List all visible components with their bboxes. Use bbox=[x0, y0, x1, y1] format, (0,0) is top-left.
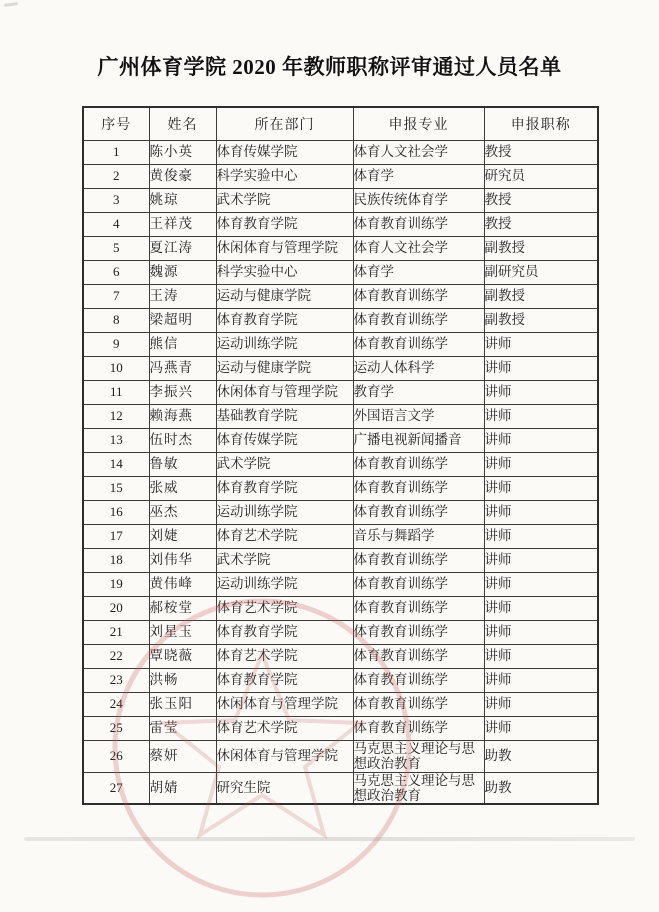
cell-name: 李振兴 bbox=[149, 380, 216, 404]
cell-name: 张玉阳 bbox=[149, 692, 216, 716]
cell-department: 体育艺术学院 bbox=[216, 716, 353, 740]
cell-specialty: 运动人体科学 bbox=[353, 356, 484, 380]
cell-name: 冯燕青 bbox=[149, 356, 216, 380]
cell-no: 26 bbox=[83, 740, 149, 772]
cell-department: 研究生院 bbox=[216, 772, 353, 804]
cell-specialty: 体育教育训练学 bbox=[353, 692, 484, 716]
cell-department: 休闲体育与管理学院 bbox=[216, 236, 353, 260]
cell-name: 鲁敏 bbox=[149, 452, 216, 476]
table-row bbox=[83, 772, 598, 804]
cell-title: 讲师 bbox=[484, 428, 598, 452]
table-row bbox=[83, 740, 598, 772]
cell-no: 3 bbox=[83, 188, 149, 212]
cell-specialty: 体育教育训练学 bbox=[353, 500, 484, 524]
cell-title: 副教授 bbox=[484, 284, 598, 308]
cell-title: 助教 bbox=[484, 740, 598, 772]
cell-no: 9 bbox=[83, 332, 149, 356]
table-row bbox=[83, 236, 598, 260]
cell-specialty: 马克思主义理论与思想政治教育 bbox=[353, 740, 484, 772]
cell-department: 休闲体育与管理学院 bbox=[216, 380, 353, 404]
cell-specialty: 体育人文社会学 bbox=[353, 140, 484, 164]
table-row bbox=[83, 500, 598, 524]
cell-specialty: 体育学 bbox=[353, 260, 484, 284]
cell-department: 体育传媒学院 bbox=[216, 428, 353, 452]
header-row bbox=[83, 107, 598, 140]
cell-department: 科学实验中心 bbox=[216, 260, 353, 284]
cell-no: 12 bbox=[83, 404, 149, 428]
cell-specialty: 体育教育训练学 bbox=[353, 212, 484, 236]
cell-no: 23 bbox=[83, 668, 149, 692]
cell-no: 18 bbox=[83, 548, 149, 572]
cell-title: 讲师 bbox=[484, 548, 598, 572]
cell-title: 教授 bbox=[484, 188, 598, 212]
cell-no: 20 bbox=[83, 596, 149, 620]
cell-department: 体育教育学院 bbox=[216, 668, 353, 692]
cell-no: 21 bbox=[83, 620, 149, 644]
cell-no: 22 bbox=[83, 644, 149, 668]
cell-specialty: 马克思主义理论与思想政治教育 bbox=[353, 772, 484, 804]
cell-title: 讲师 bbox=[484, 452, 598, 476]
cell-specialty: 体育教育训练学 bbox=[353, 668, 484, 692]
cell-no: 16 bbox=[83, 500, 149, 524]
cell-department: 武术学院 bbox=[216, 452, 353, 476]
cell-department: 休闲体育与管理学院 bbox=[216, 740, 353, 772]
table-row bbox=[83, 404, 598, 428]
table-container bbox=[82, 106, 599, 805]
cell-no: 7 bbox=[83, 284, 149, 308]
scan-edge-smudge bbox=[24, 837, 635, 841]
cell-title: 讲师 bbox=[484, 572, 598, 596]
cell-department: 体育艺术学院 bbox=[216, 644, 353, 668]
table-row bbox=[83, 308, 598, 332]
cell-specialty: 广播电视新闻播音 bbox=[353, 428, 484, 452]
table-row bbox=[83, 140, 598, 164]
table-row bbox=[83, 284, 598, 308]
table-row bbox=[83, 668, 598, 692]
cell-department: 运动训练学院 bbox=[216, 332, 353, 356]
cell-specialty: 体育学 bbox=[353, 164, 484, 188]
cell-no: 19 bbox=[83, 572, 149, 596]
cell-no: 15 bbox=[83, 476, 149, 500]
cell-name: 巫杰 bbox=[149, 500, 216, 524]
table-row bbox=[83, 548, 598, 572]
cell-specialty: 体育教育训练学 bbox=[353, 452, 484, 476]
cell-title: 讲师 bbox=[484, 332, 598, 356]
table-row bbox=[83, 476, 598, 500]
cell-title: 讲师 bbox=[484, 596, 598, 620]
cell-title: 讲师 bbox=[484, 380, 598, 404]
table-row bbox=[83, 332, 598, 356]
table-body bbox=[83, 140, 598, 804]
page-title: 广州体育学院 2020 年教师职称评审通过人员名单 bbox=[97, 55, 562, 79]
cell-department: 武术学院 bbox=[216, 188, 353, 212]
cell-no: 11 bbox=[83, 380, 149, 404]
cell-title: 讲师 bbox=[484, 476, 598, 500]
table-row bbox=[83, 428, 598, 452]
cell-no: 10 bbox=[83, 356, 149, 380]
cell-title: 讲师 bbox=[484, 644, 598, 668]
cell-name: 黄俊豪 bbox=[149, 164, 216, 188]
table-header bbox=[83, 107, 598, 140]
cell-title: 副研究员 bbox=[484, 260, 598, 284]
table-row bbox=[83, 692, 598, 716]
cell-department: 武术学院 bbox=[216, 548, 353, 572]
cell-no: 4 bbox=[83, 212, 149, 236]
table-row bbox=[83, 380, 598, 404]
column-header: 所在部门 bbox=[216, 107, 353, 140]
cell-specialty: 外国语言文学 bbox=[353, 404, 484, 428]
table-row bbox=[83, 572, 598, 596]
cell-name: 梁超明 bbox=[149, 308, 216, 332]
cell-name: 刘婕 bbox=[149, 524, 216, 548]
personnel-table bbox=[82, 106, 599, 805]
cell-name: 姚琼 bbox=[149, 188, 216, 212]
cell-no: 24 bbox=[83, 692, 149, 716]
cell-name: 蔡妍 bbox=[149, 740, 216, 772]
cell-name: 覃晓薇 bbox=[149, 644, 216, 668]
table-row bbox=[83, 524, 598, 548]
cell-specialty: 体育教育训练学 bbox=[353, 284, 484, 308]
cell-specialty: 民族传统体育学 bbox=[353, 188, 484, 212]
column-header: 申报职称 bbox=[484, 107, 598, 140]
cell-title: 副教授 bbox=[484, 308, 598, 332]
cell-no: 2 bbox=[83, 164, 149, 188]
cell-title: 研究员 bbox=[484, 164, 598, 188]
cell-title: 副教授 bbox=[484, 236, 598, 260]
cell-name: 王祥茂 bbox=[149, 212, 216, 236]
cell-title: 讲师 bbox=[484, 620, 598, 644]
cell-title: 讲师 bbox=[484, 668, 598, 692]
cell-name: 陈小英 bbox=[149, 140, 216, 164]
cell-name: 雷莹 bbox=[149, 716, 216, 740]
cell-name: 刘星玉 bbox=[149, 620, 216, 644]
cell-department: 基础教育学院 bbox=[216, 404, 353, 428]
cell-department: 体育教育学院 bbox=[216, 308, 353, 332]
cell-specialty: 体育教育训练学 bbox=[353, 476, 484, 500]
cell-department: 休闲体育与管理学院 bbox=[216, 692, 353, 716]
cell-name: 张威 bbox=[149, 476, 216, 500]
cell-no: 8 bbox=[83, 308, 149, 332]
cell-no: 25 bbox=[83, 716, 149, 740]
cell-name: 郝桉堂 bbox=[149, 596, 216, 620]
cell-title: 教授 bbox=[484, 140, 598, 164]
cell-specialty: 体育教育训练学 bbox=[353, 620, 484, 644]
cell-no: 6 bbox=[83, 260, 149, 284]
cell-specialty: 体育教育训练学 bbox=[353, 332, 484, 356]
cell-no: 13 bbox=[83, 428, 149, 452]
cell-name: 伍时杰 bbox=[149, 428, 216, 452]
cell-title: 讲师 bbox=[484, 692, 598, 716]
table-row bbox=[83, 620, 598, 644]
table-row bbox=[83, 452, 598, 476]
cell-department: 体育艺术学院 bbox=[216, 596, 353, 620]
cell-specialty: 体育教育训练学 bbox=[353, 644, 484, 668]
cell-title: 讲师 bbox=[484, 356, 598, 380]
cell-no: 1 bbox=[83, 140, 149, 164]
cell-department: 体育艺术学院 bbox=[216, 524, 353, 548]
table-row bbox=[83, 188, 598, 212]
cell-specialty: 体育教育训练学 bbox=[353, 548, 484, 572]
cell-name: 洪畅 bbox=[149, 668, 216, 692]
cell-name: 魏源 bbox=[149, 260, 216, 284]
table-row bbox=[83, 596, 598, 620]
cell-no: 14 bbox=[83, 452, 149, 476]
cell-name: 王涛 bbox=[149, 284, 216, 308]
cell-specialty: 体育教育训练学 bbox=[353, 308, 484, 332]
cell-no: 17 bbox=[83, 524, 149, 548]
cell-name: 胡婧 bbox=[149, 772, 216, 804]
cell-department: 运动训练学院 bbox=[216, 500, 353, 524]
cell-specialty: 体育教育训练学 bbox=[353, 596, 484, 620]
cell-title: 讲师 bbox=[484, 524, 598, 548]
cell-title: 讲师 bbox=[484, 404, 598, 428]
column-header: 序号 bbox=[83, 107, 149, 140]
table-row bbox=[83, 212, 598, 236]
cell-department: 科学实验中心 bbox=[216, 164, 353, 188]
cell-department: 运动与健康学院 bbox=[216, 284, 353, 308]
cell-specialty: 体育教育训练学 bbox=[353, 572, 484, 596]
cell-specialty: 音乐与舞蹈学 bbox=[353, 524, 484, 548]
column-header: 申报专业 bbox=[353, 107, 484, 140]
cell-name: 刘伟华 bbox=[149, 548, 216, 572]
cell-name: 熊信 bbox=[149, 332, 216, 356]
cell-no: 5 bbox=[83, 236, 149, 260]
cell-specialty: 教育学 bbox=[353, 380, 484, 404]
column-header: 姓名 bbox=[149, 107, 216, 140]
table-row bbox=[83, 356, 598, 380]
table-row bbox=[83, 164, 598, 188]
cell-department: 体育教育学院 bbox=[216, 620, 353, 644]
cell-title: 讲师 bbox=[484, 500, 598, 524]
cell-department: 体育教育学院 bbox=[216, 476, 353, 500]
cell-no: 27 bbox=[83, 772, 149, 804]
table-row bbox=[83, 716, 598, 740]
cell-title: 讲师 bbox=[484, 716, 598, 740]
cell-specialty: 体育教育训练学 bbox=[353, 716, 484, 740]
cell-title: 教授 bbox=[484, 212, 598, 236]
scan-speck bbox=[4, 2, 18, 7]
table-row bbox=[83, 644, 598, 668]
cell-name: 赖海燕 bbox=[149, 404, 216, 428]
cell-department: 运动训练学院 bbox=[216, 572, 353, 596]
cell-department: 体育教育学院 bbox=[216, 212, 353, 236]
cell-name: 夏江涛 bbox=[149, 236, 216, 260]
cell-department: 运动与健康学院 bbox=[216, 356, 353, 380]
cell-department: 体育传媒学院 bbox=[216, 140, 353, 164]
table-row bbox=[83, 260, 598, 284]
cell-title: 助教 bbox=[484, 772, 598, 804]
cell-name: 黄伟峰 bbox=[149, 572, 216, 596]
cell-specialty: 体育人文社会学 bbox=[353, 236, 484, 260]
